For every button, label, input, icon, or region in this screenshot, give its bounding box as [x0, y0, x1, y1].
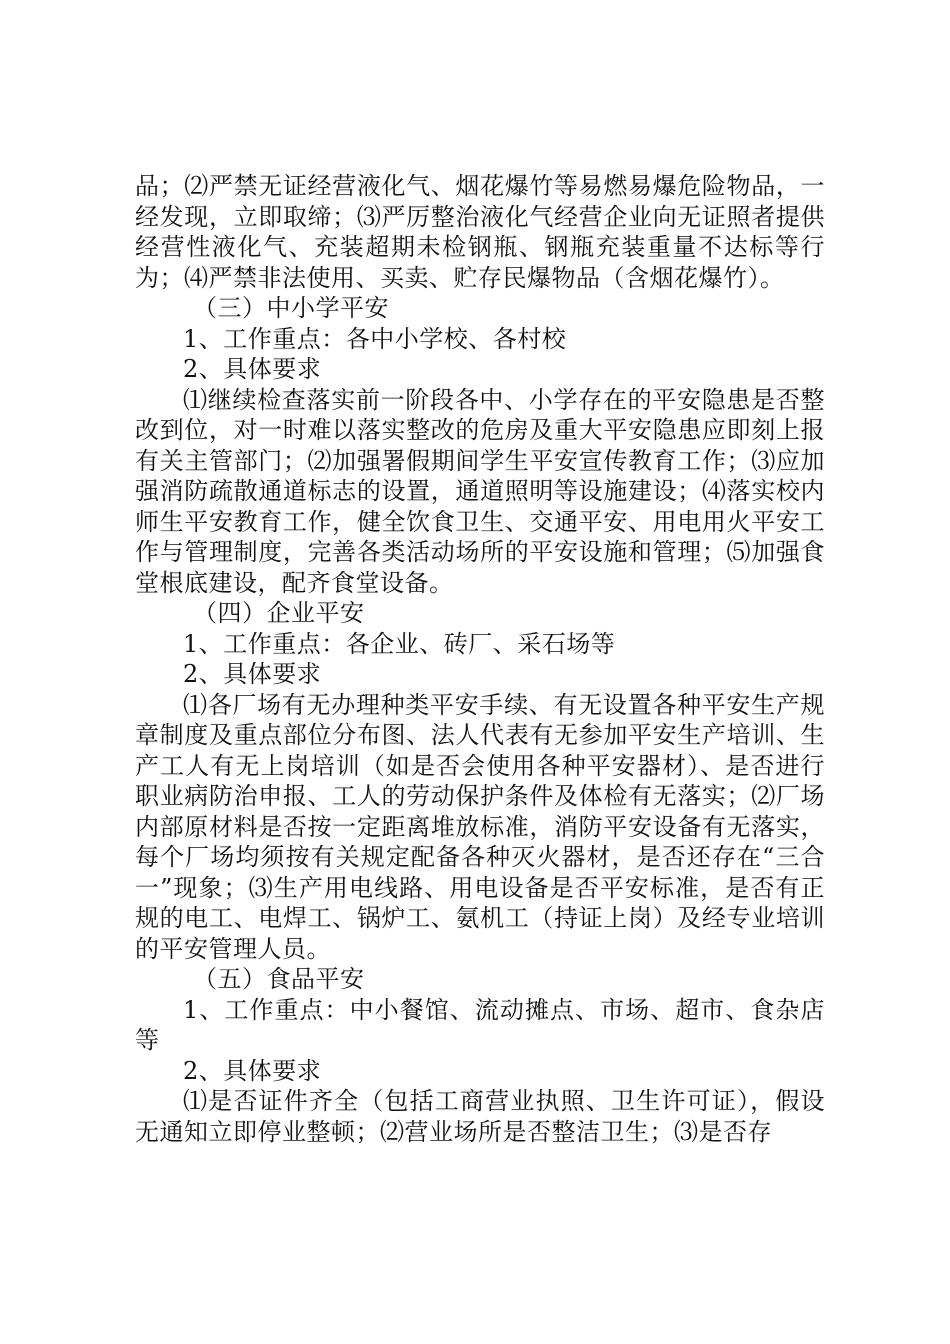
paragraph-continued: 品；⑵严禁无证经营液化气、烟花爆竹等易燃易爆危险物品，一经发现，立即取缔；⑶严厉整治液化气经营企业向无证照者提供经营性液化气、充装超期未检钢瓶、钢瓶充装重量不达标等行为；⑷严禁非法使用、买卖、贮存民爆物品（含烟花爆竹）。 — [135, 172, 825, 292]
item-requirements-schools: 2、具体要求 — [183, 355, 322, 383]
paragraph-food-requirements: ⑴是否证件齐全（包括工商营业执照、卫生许可证），假设无通知立即停业整顿；⑵营业场所是否整洁卫生；⑶是否存 — [135, 1087, 825, 1146]
item-work-focus-food: 1、工作重点：中小餐馆、流动摊点、市场、超市、食杂店等 — [135, 995, 825, 1054]
item-work-focus-schools: 1、工作重点：各中小学校、各村校 — [183, 324, 567, 353]
paragraph-school-requirements: ⑴继续检查落实前一阶段各中、小学存在的平安隐患是否整改到位，对一时难以落实整改的危房及重大平安隐患应即刻上报有关主管部门；⑵加强署假期间学生平安宣传教育工作；⑶应加强消防疏散通道标志的设置，通道照明等设施建设；⑷落实校内师生平安教育工作，健全饮食卫生、交通平安、用电用火平安工作与管理制度，完善各类活动场所的平安设施和管理；⑸加强食堂根底建设，配齐食堂设备。 — [135, 385, 825, 597]
item-work-focus-enterprises: 1、工作重点：各企业、砖厂、采石场等 — [183, 629, 616, 658]
paragraph-enterprise-requirements: ⑴各厂场有无办理种类平安手续、有无设置各种平安生产规章制度及重点部位分布图、法人代表有无参加平安生产培训、生产工人有无上岗培训（如是否会使用各种平安器材）、是否进行职业病防治申报、工人的劳动保护条件及体检有无落实；⑵厂场内部原材料是否按一定距离堆放标准，消防平安设备有无落实，每个厂场均须按有关规定配备各种灭火器材，是否还存在“三合一”现象；⑶生产用电线路、用电设备是否平安标准，是否有正规的电工、电焊工、锅炉工、氨机工（持证上岗）及经专业培训的平安管理人员。 — [135, 690, 825, 963]
item-requirements-food: 2、具体要求 — [183, 1056, 322, 1085]
section-heading-food-safety: （五）食品平安 — [193, 965, 365, 993]
item-requirements-enterprises: 2、具体要求 — [183, 660, 322, 688]
section-heading-primary-school-safety: （三）中小学平安 — [193, 294, 389, 322]
section-heading-enterprise-safety: （四）企业平安 — [193, 599, 365, 627]
document-body — [135, 171, 825, 1147]
